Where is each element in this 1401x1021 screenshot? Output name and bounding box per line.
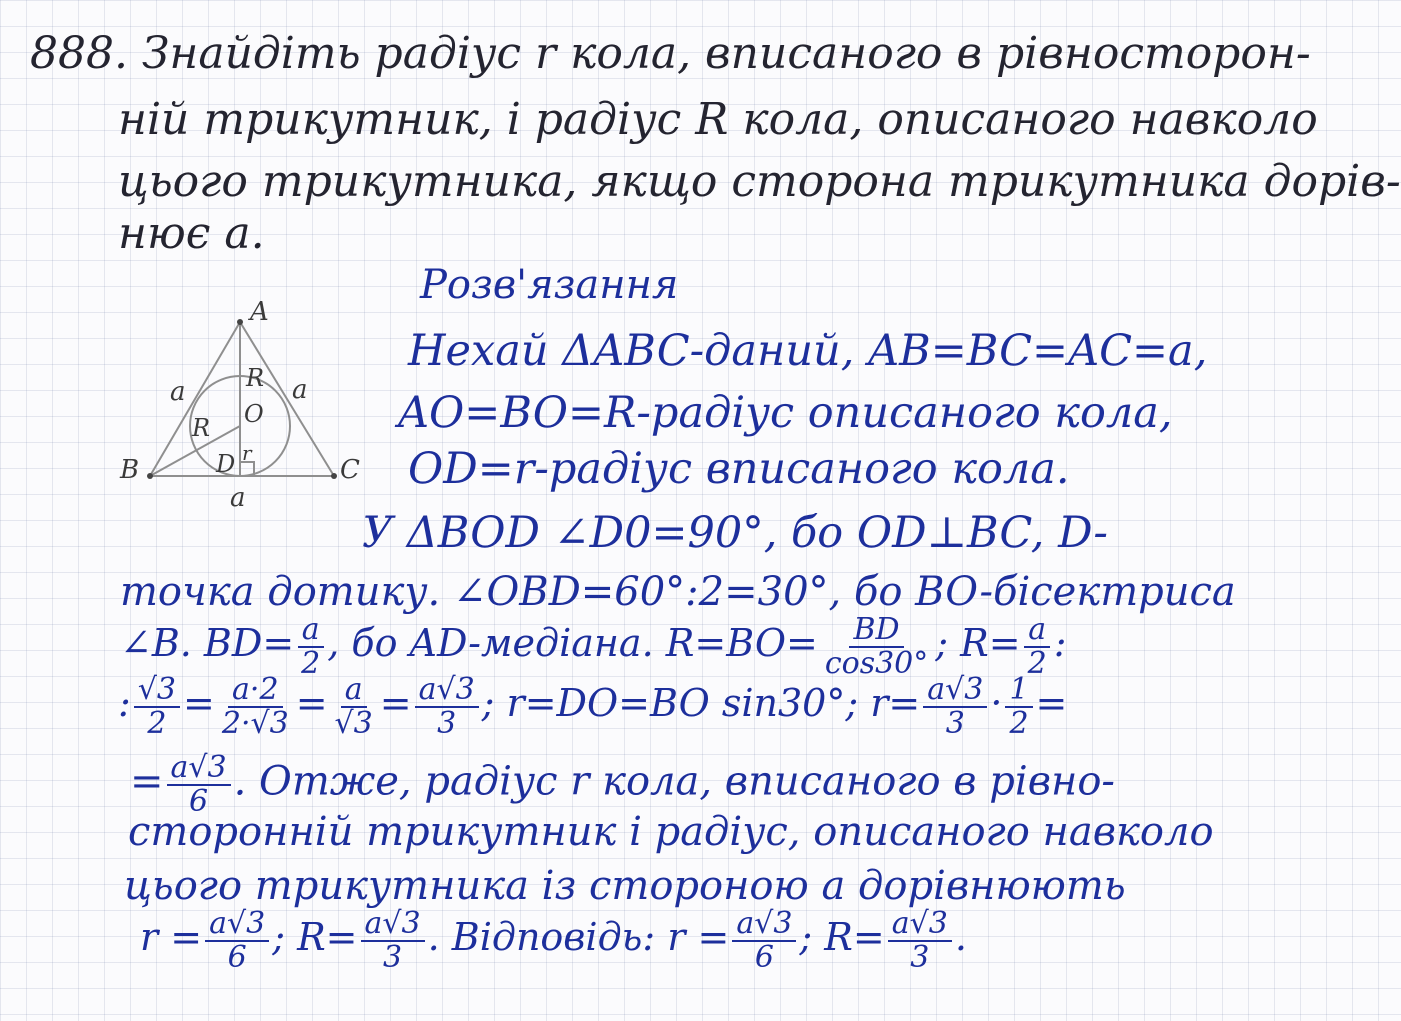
answer-fraction-R: $\frac{a√3}{3}$ bbox=[361, 908, 425, 973]
fraction-a-2: $\frac{a}{2}$ bbox=[1024, 614, 1051, 679]
line6-text-d: : bbox=[1053, 621, 1067, 665]
fraction-r-cos: $\frac{BD}{\cos 30^\circ}$ bbox=[824, 612, 929, 681]
fraction-a2-2root3: $\frac{a\cdot 2}{2\cdot√3}$ bbox=[221, 672, 289, 741]
fraction-1-2: $\frac{1}{2}$ bbox=[1005, 674, 1032, 739]
solution-line-8: = $\frac{a√3}{6}$ . Отже, радіус r кола, вписаного в рівно- bbox=[130, 750, 1115, 819]
line6-text-a: ∠B. BD= bbox=[120, 621, 295, 665]
fraction-bd: $\frac{a}{2}$ bbox=[297, 614, 324, 679]
fraction-a-root3: $\frac{a}{√3}$ bbox=[334, 672, 373, 741]
label-side-right: a bbox=[292, 375, 308, 405]
point-b bbox=[147, 473, 153, 479]
fraction-r-aroot3-3: $\frac{a√3}{3}$ bbox=[923, 674, 987, 739]
triangle-figure bbox=[120, 297, 370, 530]
side-ac bbox=[240, 322, 334, 476]
answer-fraction-r: $\frac{a√3}{6}$ bbox=[205, 908, 269, 973]
fraction-root3-2: $\frac{√3}{2}$ bbox=[134, 674, 180, 739]
label-radius-vertical: R bbox=[246, 364, 265, 392]
line7-text-a: : bbox=[118, 681, 131, 725]
label-center: O bbox=[244, 400, 264, 428]
label-side-left: a bbox=[170, 377, 186, 407]
label-radius-small: r bbox=[242, 441, 252, 465]
fraction-aroot3-6: $\frac{a√3}{6}$ bbox=[167, 752, 231, 817]
label-vertex-a: A bbox=[250, 297, 269, 327]
label-radius-slanted: R bbox=[192, 414, 211, 442]
solution-line-4: У ΔBOD ∠D0=90°, бо OD⊥BC, D- bbox=[362, 508, 1108, 558]
line6-text-c: ; R= bbox=[935, 621, 1021, 665]
point-c bbox=[331, 473, 337, 479]
line6-text-b: , бо AD-медіана. R=BO= bbox=[327, 621, 818, 665]
label-foot: D bbox=[216, 450, 236, 478]
solution-answer-line: r = $\frac{a√3}{6}$ ; R= $\frac{a√3}{3}$ . Відповідь: r = $\frac{a√3}{6}$ ; R= $\frac{a√3}{3}$ . bbox=[140, 906, 967, 975]
solution-line-1: Нехай ΔABC-даний, AB=BC=AC=a, bbox=[408, 326, 1208, 376]
problem-line-2: ній трикутник, і радіус R кола, описаного навколо bbox=[118, 94, 1318, 145]
point-a bbox=[237, 319, 243, 325]
solution-line-5: точка дотику. ∠OBD=60°:2=30°, бо BO-бісектриса bbox=[120, 569, 1236, 615]
problem-line-3: цього трикутника, якщо сторона трикутника дорів- bbox=[118, 156, 1401, 207]
solution-line-10: цього трикутника із стороною a дорівнюють bbox=[124, 863, 1126, 909]
problem-line-4: нює a. bbox=[118, 208, 265, 259]
problem-line-1: 888. Знайдіть радіус r кола, вписаного в рівносторон- bbox=[30, 28, 1311, 79]
solution-line-9: сторонній трикутник і радіус, описаного навколо bbox=[128, 809, 1214, 855]
solution-line-7: : $\frac{√3}{2}$ = $\frac{a\cdot 2}{2\cdot√3}$ = $\frac{a}{√3}$ = $\frac{a√3}{3}$ ; r=DO=BO sin30°; r= $\frac{a√3}{3}$ · $\frac{1}{2}$ = bbox=[118, 672, 1068, 741]
fraction-aroot3-3: $\frac{a√3}{3}$ bbox=[415, 674, 479, 739]
solution-line-2: AO=BO=R-радіус описаного кола, bbox=[398, 388, 1173, 438]
solution-heading: Розв'язання bbox=[420, 262, 679, 308]
label-side-bottom: a bbox=[230, 483, 246, 513]
final-fraction-r: $\frac{a√3}{6}$ bbox=[732, 908, 796, 973]
label-vertex-c: C bbox=[340, 455, 360, 485]
solution-line-3: OD=r-радіус вписаного кола. bbox=[408, 444, 1070, 494]
solution-line-6 bbox=[120, 614, 1067, 679]
final-fraction-R: $\frac{a√3}{3}$ bbox=[888, 908, 952, 973]
label-vertex-b: B bbox=[120, 455, 140, 485]
